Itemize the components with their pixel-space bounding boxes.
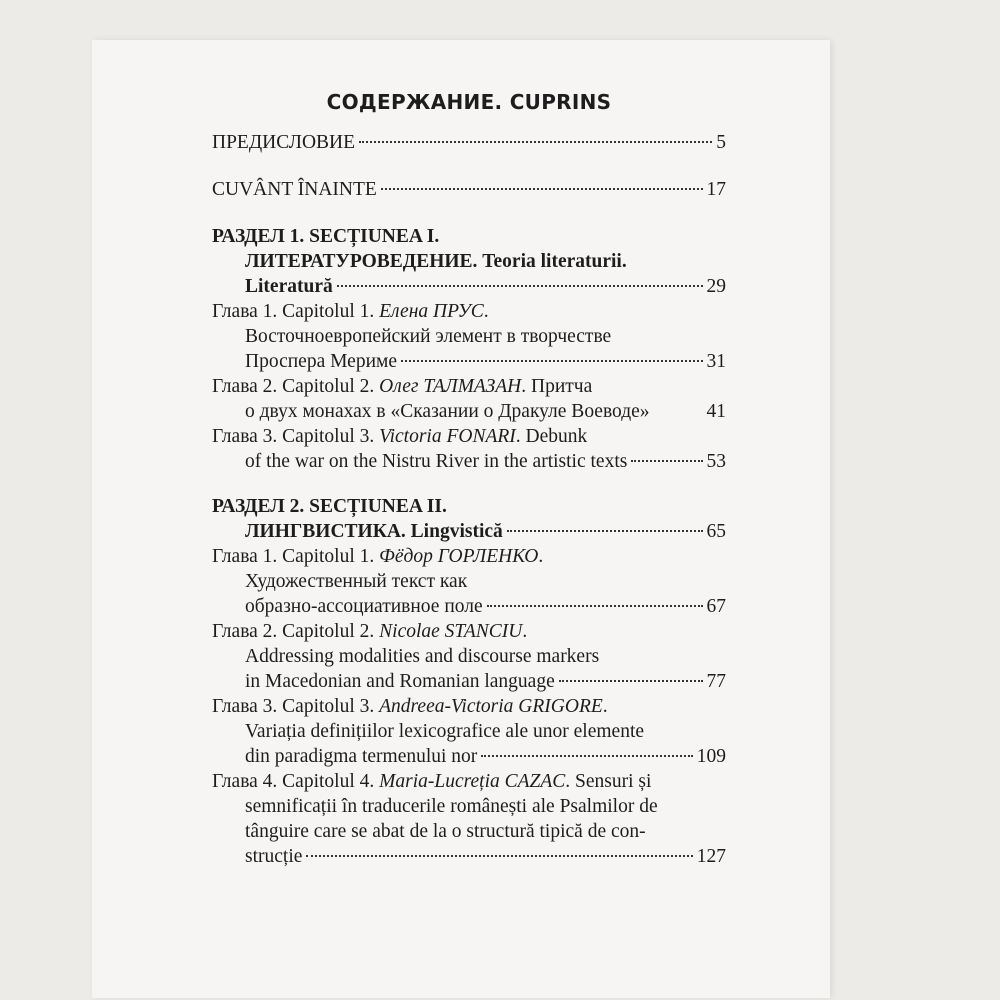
dot-leader [487, 605, 703, 607]
chapter-title-start: . Sensuri și [565, 771, 652, 792]
chapter-number: Глава 1. Capitolul 1. [212, 546, 380, 567]
page-number: 41 [706, 401, 726, 422]
dot-leader [381, 188, 703, 190]
dot-leader [559, 680, 703, 682]
toc-entry-chapter [212, 844, 726, 869]
toc-entry-chapter [212, 349, 726, 374]
toc-entry-preface [212, 130, 726, 155]
chapter-title-start: . [522, 621, 528, 642]
chapter-author: Олег ТАЛМАЗАН [379, 376, 522, 397]
chapter-number: Глава 3. Capitolul 3. [212, 426, 380, 447]
section-heading: РАЗДЕЛ 2. SECȚIUNEA II. [212, 496, 447, 517]
chapter-title-line: tânguire care se abat de la o structură tipică de con- [245, 821, 646, 842]
page-number: 17 [706, 179, 726, 200]
toc-entry-cuvant-inainte [212, 177, 726, 202]
toc-entry-label: ЛИНГВИСТИКА. Lingvistică [245, 521, 503, 542]
chapter-author: Елена ПРУС [379, 301, 484, 322]
chapter-number: Глава 4. Capitolul 4. [212, 771, 380, 792]
chapter-author: Andreea-Victoria GRIGORE [379, 696, 603, 717]
page-number: 29 [706, 276, 726, 297]
chapter-title-line: о двух монахах в «Сказании о Дракуле Воеводе» [245, 401, 650, 422]
chapter-title-line: Художественный текст как [245, 571, 468, 592]
page-number: 5 [716, 132, 726, 153]
page-number: 65 [706, 521, 726, 542]
dot-leader [337, 285, 703, 287]
chapter-title-line: образно-ассоциативное поле [245, 596, 483, 617]
dot-leader [359, 141, 712, 143]
chapter-number: Глава 2. Capitolul 2. [212, 621, 380, 642]
chapter-number: Глава 1. Capitolul 1. [212, 301, 380, 322]
toc-entry-chapter [212, 744, 726, 769]
chapter-author: Victoria FONARI [379, 426, 516, 447]
chapter-heading [212, 769, 726, 794]
chapter-title-start: . [483, 301, 489, 322]
chapter-title-line: semnificații în traducerile românești ale Psalmilor de [245, 796, 658, 817]
dot-leader [481, 755, 692, 757]
toc-entry-chapter [212, 669, 726, 694]
page-number: 109 [696, 746, 726, 767]
chapter-heading [212, 694, 726, 719]
chapter-title-start: . [538, 546, 544, 567]
chapter-title-line: in Macedonian and Romanian language [245, 671, 555, 692]
dot-leader [507, 530, 703, 532]
toc-entry-chapter [212, 399, 726, 424]
chapter-title-line: Variația definițiilor lexicografice ale unor elemente [245, 721, 645, 742]
chapter-number: Глава 3. Capitolul 3. [212, 696, 380, 717]
dot-leader [306, 855, 692, 857]
toc-entry-label: Literatură [245, 276, 333, 297]
chapter-title-line: of the war on the Nistru River in the artistic texts [245, 451, 628, 472]
chapter-heading [212, 544, 726, 569]
table-of-contents [212, 82, 726, 869]
chapter-title-start: . Притча [521, 376, 593, 397]
toc-entry-label: CUVÂNT ÎNAINTE [212, 179, 377, 200]
dot-leader [631, 460, 702, 462]
section-subheading: ЛИТЕРАТУРОВЕДЕНИЕ. Teoria literaturii. [245, 251, 627, 272]
page-number: 127 [696, 846, 726, 867]
page-title: СОДЕРЖАНИЕ. CUPRINS [326, 90, 612, 114]
toc-entry-section2 [212, 519, 726, 544]
toc-entry-section1 [212, 274, 726, 299]
chapter-title-start: . [602, 696, 608, 717]
page-number: 67 [706, 596, 726, 617]
page-number: 31 [706, 351, 726, 372]
toc-entry-chapter [212, 594, 726, 619]
toc-entry-label: ПРЕДИСЛОВИЕ [212, 132, 356, 153]
dot-leader [401, 360, 702, 362]
chapter-author: Фёдор ГОРЛЕНКО [379, 546, 539, 567]
chapter-heading [212, 619, 726, 644]
chapter-title-line: strucție [245, 846, 303, 867]
chapter-title-line: din paradigma termenului nor [245, 746, 478, 767]
page-number: 53 [706, 451, 726, 472]
section-heading: РАЗДЕЛ 1. SECȚIUNEA I. [212, 226, 440, 247]
chapter-number: Глава 2. Capitolul 2. [212, 376, 380, 397]
chapter-heading [212, 374, 726, 399]
chapter-heading [212, 299, 726, 324]
chapter-title-line: Восточноевропейский элемент в творчестве [245, 326, 612, 347]
toc-entry-chapter [212, 449, 726, 474]
chapter-title-line: Проспера Мериме [245, 351, 398, 372]
page-number: 77 [706, 671, 726, 692]
chapter-heading [212, 424, 726, 449]
chapter-author: Maria-Lucreția CAZAC [379, 771, 566, 792]
chapter-author: Nicolae STANCIU [379, 621, 523, 642]
chapter-title-line: Addressing modalities and discourse markers [245, 646, 600, 667]
chapter-title-start: . Debunk [515, 426, 588, 447]
